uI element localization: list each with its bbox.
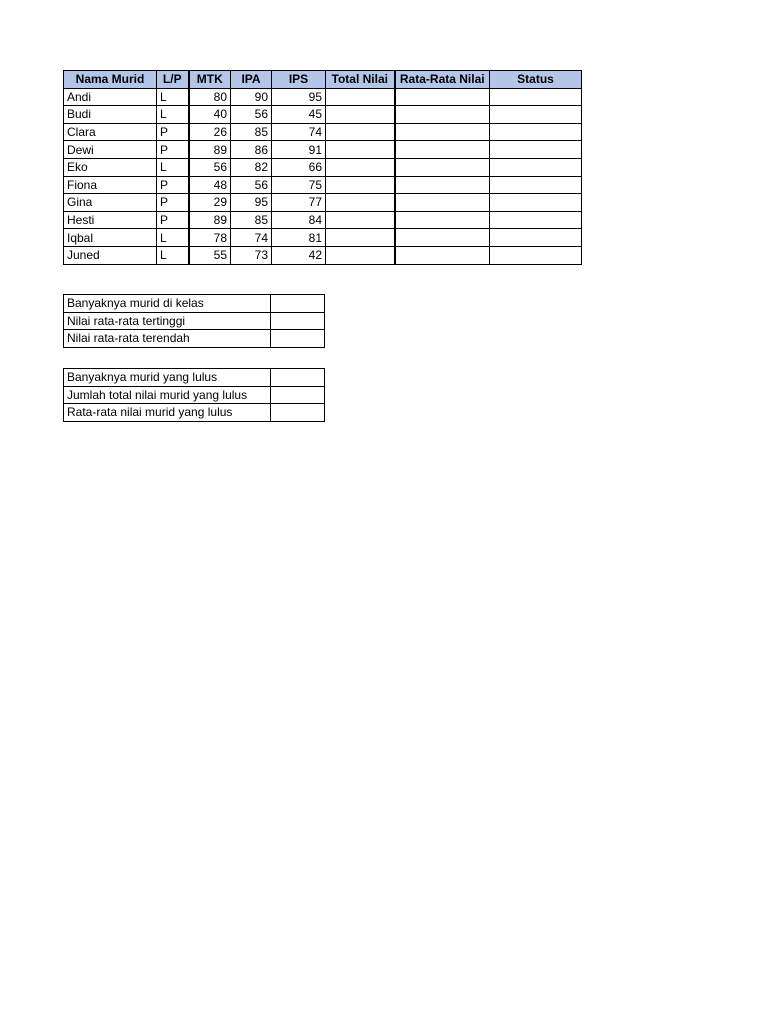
cell-rata-rata-nilai[interactable] [395,194,490,212]
cell-mtk[interactable]: 89 [189,141,231,159]
header-lp[interactable]: L/P [157,71,189,89]
summary-label[interactable]: Nilai rata-rata terendah [64,330,271,348]
grades-table [63,70,582,265]
cell-total-nilai[interactable] [326,158,395,176]
cell-ipa[interactable]: 86 [231,141,272,159]
cell-total-nilai[interactable] [326,106,395,124]
table-row [64,106,582,124]
table-row [64,158,582,176]
cell-lp[interactable]: P [157,211,189,229]
cell-ips[interactable]: 75 [272,176,326,194]
cell-ipa[interactable]: 85 [231,123,272,141]
cell-mtk[interactable]: 29 [189,194,231,212]
cell-ips[interactable]: 81 [272,229,326,247]
summary-row [64,312,325,330]
cell-ipa[interactable]: 73 [231,246,272,264]
cell-ips[interactable]: 66 [272,158,326,176]
table-row [64,229,582,247]
cell-ips[interactable]: 95 [272,88,326,106]
cell-lp[interactable]: L [157,229,189,247]
summary-label[interactable]: Banyaknya murid di kelas [64,295,271,313]
cell-mtk[interactable]: 26 [189,123,231,141]
summary-row [64,404,325,422]
header-rata-rata-nilai[interactable]: Rata-Rata Nilai [395,71,490,89]
cell-rata-rata-nilai[interactable] [395,158,490,176]
cell-rata-rata-nilai[interactable] [395,123,490,141]
cell-mtk[interactable]: 78 [189,229,231,247]
cell-rata-rata-nilai[interactable] [395,88,490,106]
cell-total-nilai[interactable] [326,141,395,159]
cell-lp[interactable]: P [157,194,189,212]
table-row [64,211,582,229]
cell-status[interactable] [490,88,582,106]
cell-rata-rata-nilai[interactable] [395,106,490,124]
cell-nama-murid[interactable]: Gina [64,194,157,212]
summary-label[interactable]: Nilai rata-rata tertinggi [64,312,271,330]
table-row [64,123,582,141]
cell-nama-murid[interactable]: Budi [64,106,157,124]
cell-ipa[interactable]: 90 [231,88,272,106]
summary-value-cell[interactable] [271,330,325,348]
summary-label[interactable]: Banyaknya murid yang lulus [64,369,271,387]
cell-ips[interactable]: 77 [272,194,326,212]
cell-mtk[interactable]: 55 [189,246,231,264]
cell-ips[interactable]: 42 [272,246,326,264]
cell-status[interactable] [490,176,582,194]
summary-value-cell[interactable] [271,312,325,330]
class-summary-table [63,294,325,348]
cell-ipa[interactable]: 82 [231,158,272,176]
cell-lp[interactable]: L [157,106,189,124]
cell-status[interactable] [490,246,582,264]
summary-row [64,295,325,313]
cell-rata-rata-nilai[interactable] [395,229,490,247]
summary-label[interactable]: Jumlah total nilai murid yang lulus [64,386,271,404]
cell-nama-murid[interactable]: Hesti [64,211,157,229]
header-mtk[interactable]: MTK [189,71,231,89]
cell-ipa[interactable]: 85 [231,211,272,229]
cell-nama-murid[interactable]: Dewi [64,141,157,159]
table-row [64,194,582,212]
cell-total-nilai[interactable] [326,229,395,247]
cell-ipa[interactable]: 74 [231,229,272,247]
cell-rata-rata-nilai[interactable] [395,246,490,264]
cell-lp[interactable]: L [157,158,189,176]
cell-total-nilai[interactable] [326,211,395,229]
summary-label[interactable]: Rata-rata nilai murid yang lulus [64,404,271,422]
cell-lp[interactable]: P [157,141,189,159]
header-status[interactable]: Status [490,71,582,89]
cell-nama-murid[interactable]: Iqbal [64,229,157,247]
cell-nama-murid[interactable]: Andi [64,88,157,106]
table-row [64,246,582,264]
cell-ips[interactable]: 74 [272,123,326,141]
cell-rata-rata-nilai[interactable] [395,176,490,194]
summary-value-cell[interactable] [271,386,325,404]
cell-status[interactable] [490,123,582,141]
pass-summary-table [63,368,325,422]
cell-status[interactable] [490,229,582,247]
cell-total-nilai[interactable] [326,246,395,264]
header-row [64,71,582,89]
cell-ipa[interactable]: 56 [231,176,272,194]
cell-lp[interactable]: P [157,176,189,194]
cell-mtk[interactable]: 89 [189,211,231,229]
cell-total-nilai[interactable] [326,123,395,141]
header-ipa[interactable]: IPA [231,71,272,89]
cell-mtk[interactable]: 48 [189,176,231,194]
cell-nama-murid[interactable]: Clara [64,123,157,141]
cell-status[interactable] [490,141,582,159]
cell-ipa[interactable]: 95 [231,194,272,212]
summary-row [64,330,325,348]
cell-nama-murid[interactable]: Juned [64,246,157,264]
cell-rata-rata-nilai[interactable] [395,211,490,229]
header-ips[interactable]: IPS [272,71,326,89]
cell-lp[interactable]: L [157,246,189,264]
header-nama-murid[interactable]: Nama Murid [64,71,157,89]
cell-nama-murid[interactable]: Fiona [64,176,157,194]
summary-row [64,386,325,404]
cell-rata-rata-nilai[interactable] [395,141,490,159]
cell-status[interactable] [490,194,582,212]
cell-ips[interactable]: 91 [272,141,326,159]
cell-mtk[interactable]: 40 [189,106,231,124]
cell-mtk[interactable]: 80 [189,88,231,106]
cell-total-nilai[interactable] [326,194,395,212]
cell-status[interactable] [490,158,582,176]
cell-lp[interactable]: L [157,88,189,106]
summary-row [64,369,325,387]
summary-value-cell[interactable] [271,369,325,387]
summary-value-cell[interactable] [271,295,325,313]
header-total-nilai[interactable]: Total Nilai [326,71,395,89]
cell-ipa[interactable]: 56 [231,106,272,124]
table-row [64,176,582,194]
cell-status[interactable] [490,211,582,229]
cell-total-nilai[interactable] [326,176,395,194]
cell-status[interactable] [490,106,582,124]
cell-mtk[interactable]: 56 [189,158,231,176]
cell-lp[interactable]: P [157,123,189,141]
cell-total-nilai[interactable] [326,88,395,106]
table-row [64,88,582,106]
cell-ips[interactable]: 84 [272,211,326,229]
table-row [64,141,582,159]
cell-nama-murid[interactable]: Eko [64,158,157,176]
summary-value-cell[interactable] [271,404,325,422]
cell-ips[interactable]: 45 [272,106,326,124]
